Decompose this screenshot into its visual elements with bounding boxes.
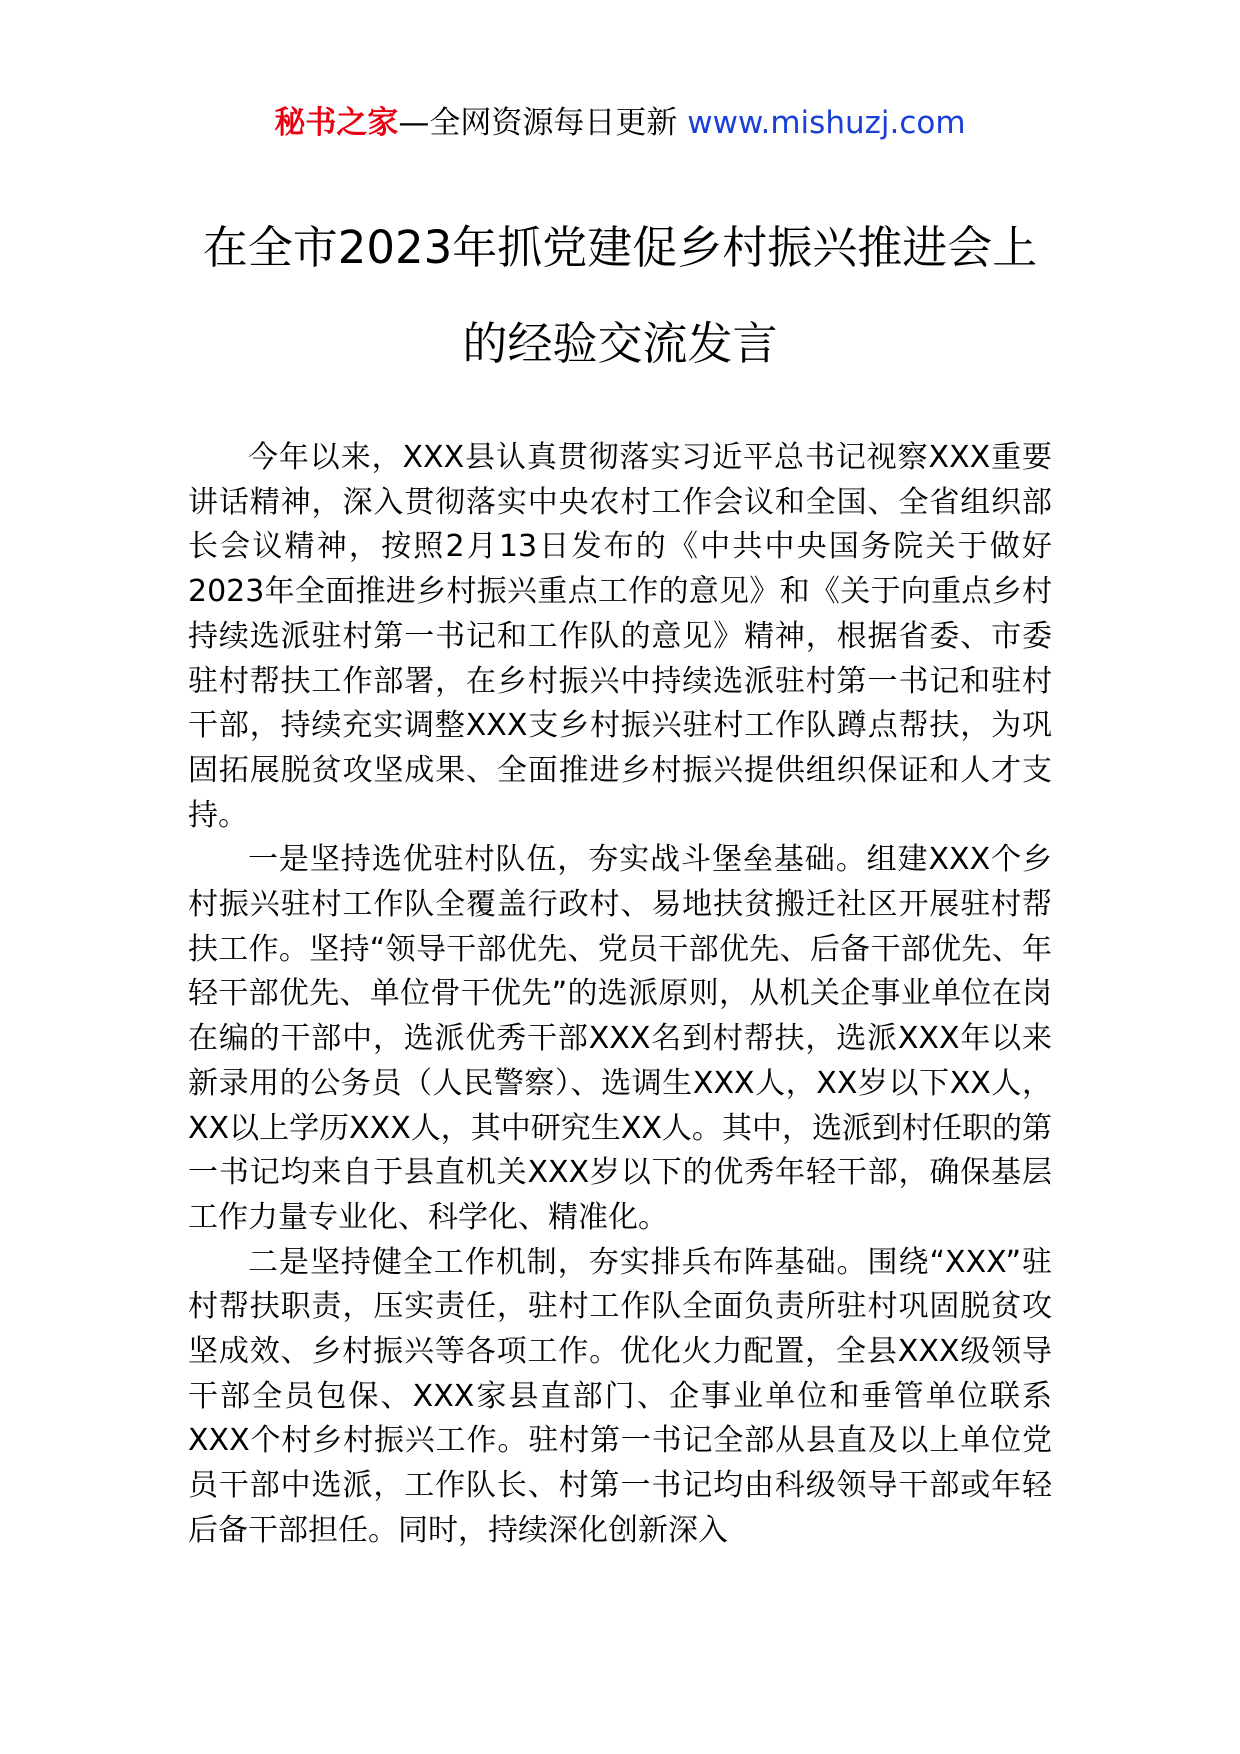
paragraph-point-1: 一是坚持选优驻村队伍，夯实战斗堡垒基础。组建XXX个乡村振兴驻村工作队全覆盖行政村、易地扶贫搬迁社区开展驻村帮扶工作。坚持“领导干部优先、党员干部优先、后备干部优先、年轻干部优先、单位骨干优先”的选派原则，从机关企事业单位在岗在编的干部中，选派优秀干部XXX名到村帮扶，选派XXX年以来新录用的公务员（人民警察）、选调生XXX人，XX岁以下XX人，XX以上学历XXX人，其中研究生XX人。其中，选派到村任职的第一书记均来自于县直机关XXX岁以下的优秀年轻干部，确保基层工作力量专业化、科学化、精准化。 [188, 842, 1052, 1235]
title-line-1: 在全市2023年抓党建促乡村振兴推进会上 [202, 221, 1038, 274]
site-brand: 秘书之家 [274, 105, 399, 141]
site-url-link[interactable]: www.mishuzj.com [687, 105, 966, 141]
site-header [0, 98, 1240, 148]
document-title [100, 200, 1140, 392]
title-line-2: 的经验交流发言 [462, 317, 778, 370]
paragraph-point-2: 二是坚持健全工作机制，夯实排兵布阵基础。围绕“XXX”驻村帮扶职责，压实责任，驻村工作队全面负责所驻村巩固脱贫攻坚成效、乡村振兴等各项工作。优化火力配置，全县XXX级领导干部全员包保、XXX家县直部门、企事业单位和垂管单位联系XXX个村乡村振兴工作。驻村第一书记全部从县直及以上单位党员干部中选派，工作队长、村第一书记均由科级领导干部或年轻后备干部担任。同时，持续深化创新深入 [188, 1244, 1052, 1548]
paragraph-intro: 今年以来，XXX县认真贯彻落实习近平总书记视察XXX重要讲话精神，深入贯彻落实中央农村工作会议和全国、全省组织部长会议精神，按照2月13日发布的《中共中央国务院关于做好2023年全面推进乡村振兴重点工作的意见》和《关于向重点乡村持续选派驻村第一书记和工作队的意见》精神，根据省委、市委驻村帮扶工作部署，在乡村振兴中持续选派驻村第一书记和驻村干部，持续充实调整XXX支乡村振兴驻村工作队蹲点帮扶，为巩固拓展脱贫攻坚成果、全面推进乡村振兴提供组织保证和人才支持。 [188, 440, 1052, 833]
document-body [188, 436, 1052, 1554]
site-slogan: —全网资源每日更新 [398, 105, 688, 141]
